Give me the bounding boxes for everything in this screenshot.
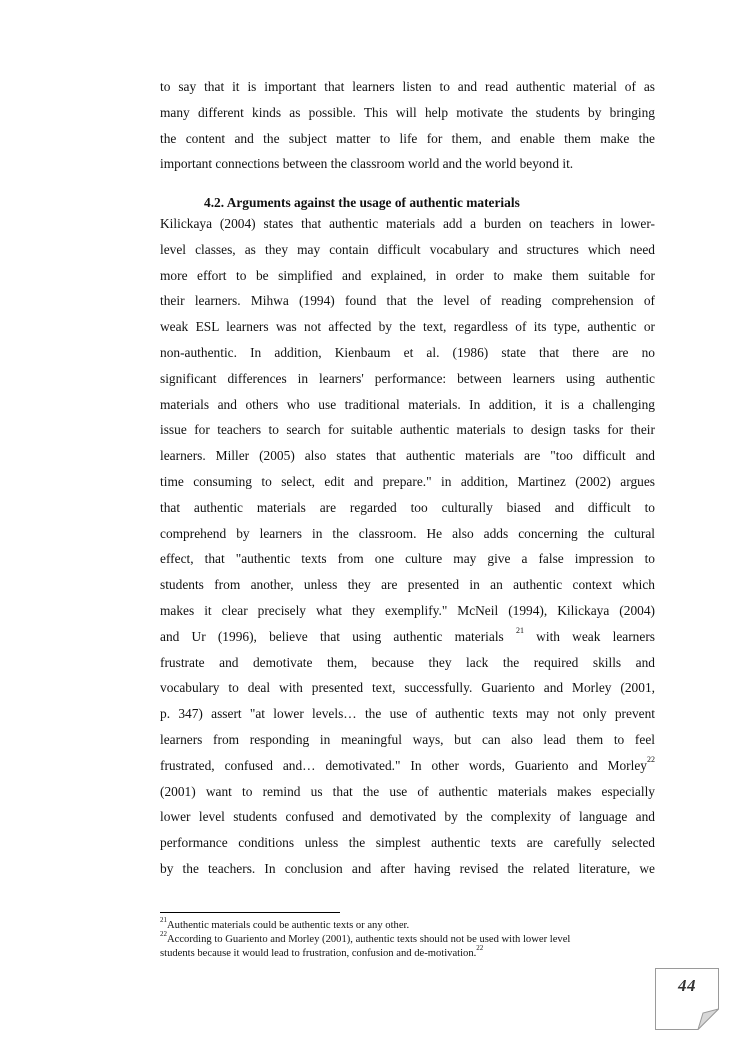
text-line: their learners. Mihwa (1994) found that the level of reading comprehension of [160, 293, 655, 309]
text-line: performance conditions unless the simplest authentic texts are carefully selected [160, 835, 655, 851]
page-number: 44 [678, 976, 696, 995]
text-line: that authentic materials are regarded too culturally biased and difficult to [160, 499, 655, 515]
footnote-marker: 22 [476, 944, 484, 953]
footnote-ref-22: 22 [647, 755, 655, 765]
text-line: to say that it is important that learners listen to and read authentic material of as [160, 79, 655, 94]
text-line: many different kinds as possible. This will help motivate the students by bringing [160, 104, 655, 120]
text-line: non-authentic. In addition, Kienbaum et al. (1986) state that there are no [160, 344, 655, 360]
text-line: level classes, as they may contain difficult vocabulary and structures which need [160, 241, 655, 257]
footnote-marker: 22 [160, 930, 167, 939]
footnote-marker: 21 [160, 916, 167, 925]
text-line: time consuming to select, edit and prepare." in addition, Martinez (2002) argues [160, 473, 655, 489]
page-number-box [655, 968, 719, 1030]
text-line: students from another, unless they are presented in an authentic context which [160, 577, 655, 593]
text-line: the content and the subject matter to life for them, and enable them make the [160, 130, 655, 146]
footnotes [160, 916, 660, 961]
text-line: frustrate and demotivate them, because they lack the required skills and [160, 654, 655, 670]
text-line-with-footnote [160, 624, 655, 650]
footnote-text: Authentic materials could be authentic texts or any other. [167, 920, 410, 931]
footnote-21 [160, 916, 660, 933]
text-segment: with weak learners [536, 628, 655, 644]
text-line: weak ESL learners was not affected by the text, regardless of its type, authentic or [160, 319, 655, 335]
section-heading: 4.2. Arguments against the usage of authentic materials [204, 195, 520, 210]
text-segment: frustrated, confused and… demotivated." In other words, Guariento and Morley [160, 757, 647, 773]
paragraph-main [160, 211, 655, 882]
text-line: important connections between the classroom world and the world beyond it. [160, 156, 574, 172]
text-line: by the teachers. In conclusion and after having revised the related literature, we [160, 860, 655, 876]
text-line: learners from responding in meaningful ways, but can also lead them to feel [160, 731, 655, 747]
text-line: vocabulary to deal with presented text, successfully. Guariento and Morley (2001, [160, 680, 655, 696]
text-line: p. 347) assert "at lower levels… the use of authentic texts may not only prevent [160, 706, 655, 722]
text-line: effect, that "authentic texts from one culture may give a false impression to [160, 551, 655, 567]
footnote-separator [160, 912, 340, 913]
text-line: comprehend by learners in the classroom. He also adds concerning the cultural [160, 525, 655, 541]
footnote-22-continued [160, 944, 660, 961]
text-line: makes it clear precisely what they exemplify." McNeil (1994), Kilickaya (2004) [160, 602, 655, 618]
text-segment: and Ur (1996), believe that using authentic materials [160, 628, 504, 644]
footnote-22 [160, 930, 660, 947]
text-line: materials and others who use traditional materials. In addition, it is a challenging [160, 396, 655, 412]
text-line: more effort to be simplified and explained, in order to make them suitable for [160, 267, 655, 283]
text-line-with-footnote [160, 753, 655, 779]
text-line: significant differences in learners' performance: between learners using authentic [160, 370, 655, 386]
text-line: learners. Miller (2005) also states that authentic materials are "too difficult and [160, 448, 655, 464]
paragraph-top [160, 74, 655, 177]
text-line: issue for teachers to search for suitable authentic materials to design tasks for their [160, 422, 655, 438]
footnote-text: According to Guariento and Morley (2001), authentic texts should not be used with lower level [167, 934, 571, 945]
text-line: Kilickaya (2004) states that authentic materials add a burden on teachers in lower- [160, 216, 655, 231]
footnote-text: students because it would lead to frustration, confusion and de-motivation. [160, 948, 477, 959]
text-line: lower level students confused and demotivated by the complexity of language and [160, 809, 655, 825]
footnote-ref-21: 21 [515, 626, 524, 636]
text-line: (2001) want to remind us that the use of authentic materials makes especially [160, 783, 655, 799]
